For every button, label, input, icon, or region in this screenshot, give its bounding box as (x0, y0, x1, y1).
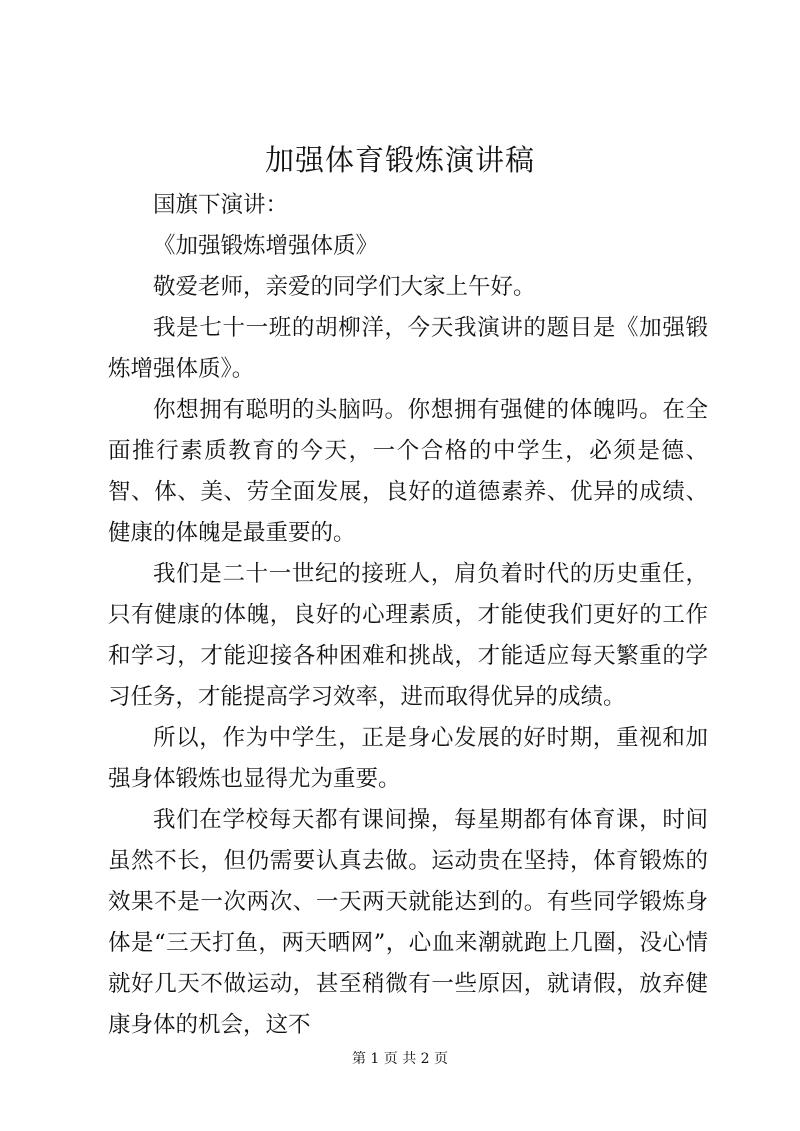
paragraph-body-1: 你想拥有聪明的头脑吗。你想拥有强健的体魄吗。在全面推行素质教育的今天，一个合格的中学生，必须是德、智、体、美、劳全面发展，良好的道德素养、优异的成绩、健康的体魄是最重要的。 (108, 397, 708, 546)
paragraph-greeting: 敬爱老师，亲爱的同学们大家上午好。 (153, 274, 536, 300)
document-body (108, 185, 708, 1046)
paragraph-occasion: 国旗下演讲： (153, 192, 289, 218)
paragraph-body-2: 我们是二十一世纪的接班人，肩负着时代的历史重任，只有健康的体魄，良好的心理素质，才能使我们更好的工作和学习，才能迎接各种困难和挑战，才能适应每天繁重的学习任务，才能提高学习效率，进而取得优异的成绩。 (108, 561, 708, 710)
paragraph-body-4: 我们在学校每天都有课间操，每星期都有体育课，时间虽然不长，但仍需要认真去做。运动贵在坚持，体育锻炼的效果不是一次两次、一天两天就能达到的。有些同学锻炼身体是“三天打鱼，两天晒网”，心血来潮就跑上几圈，没心情就好几天不做运动，甚至稍微有一些原因，就请假，放弃健康身体的机会，这不 (108, 807, 708, 1038)
page-footer: 第 1 页 共 2 页 (351, 1051, 449, 1067)
document-title: 加强体育锻炼演讲稿 (264, 143, 535, 177)
paragraph-body-3: 所以，作为中学生，正是身心发展的好时期，重视和加强身体锻炼也显得尤为重要。 (108, 725, 708, 792)
paragraph-speech-title: 《加强锻炼增强体质》 (153, 233, 379, 259)
paragraph-introduction: 我是七十一班的胡柳洋，今天我演讲的题目是《加强锻炼增强体质》。 (108, 315, 708, 382)
